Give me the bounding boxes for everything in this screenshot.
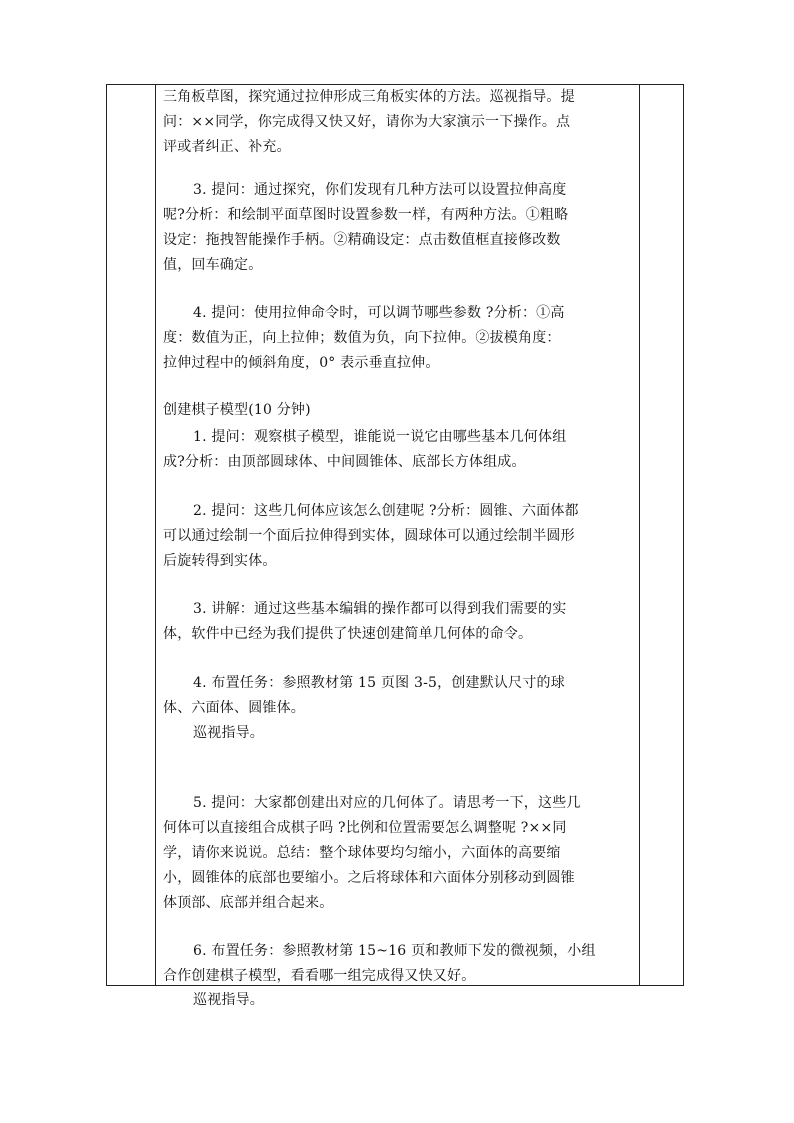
text-line: 巡视指导。 (193, 725, 264, 741)
text-line: 成?分析：由顶部圆球体、中间圆锥体、底部长方体组成。 (163, 454, 526, 470)
text-line: 合作创建棋子模型，看看哪一组完成得又快又好。 (163, 968, 476, 984)
paragraph (163, 671, 635, 721)
text-line: 问：××同学，你完成得又快又好，请你为大家演示一下操作。点 (163, 114, 571, 130)
paragraph (163, 988, 635, 1013)
text-line: 6. 布置任务：参照教材第 15~16 页和教师下发的微视频，小组 (193, 943, 596, 959)
text-line: 5. 提问：大家都创建出对应的几何体了。请思考一下，这些几 (193, 795, 581, 811)
text-line: 何体可以直接组合成棋子吗 ?比例和位置需要怎么调整呢 ?××同 (163, 820, 567, 836)
paragraph (163, 425, 635, 475)
paragraph (163, 398, 635, 423)
text-line: 巡视指导。 (193, 992, 264, 1008)
text-line: 2. 提问：这些几何体应该怎么创建呢 ?分析：圆锥、六面体都 (193, 503, 579, 519)
text-line: 小，圆锥体的底部也要缩小。之后将球体和六面体分别移动到圆锥 (163, 870, 575, 886)
paragraph (163, 721, 635, 746)
text-line: 呢?分析：和绘制平面草图时设置参数一样，有两种方法。①粗略 (163, 207, 569, 223)
text-line: 拉伸过程中的倾斜角度，0° 表示垂直拉伸。 (163, 355, 440, 371)
text-line: 4. 布置任务：参照教材第 15 页图 3-5，创建默认尺寸的球 (193, 675, 565, 691)
column-divider-right (639, 85, 640, 985)
paragraph (163, 939, 635, 989)
text-line: 后旋转得到实体。 (163, 553, 277, 569)
text-line: 体，软件中已经为我们提供了快速创建简单几何体的命令。 (163, 626, 533, 642)
column-divider-left (155, 85, 156, 985)
text-line: 4. 提问：使用拉伸命令时，可以调节哪些参数 ?分析：①高 (193, 305, 565, 321)
text-line: 设定：拖拽智能操作手柄。②精确设定：点击数值框直接修改数 (163, 232, 561, 248)
text-line: 度：数值为正，向上拉伸；数值为负，向下拉伸。②拔模角度： (163, 330, 561, 346)
text-line: 可以通过绘制一个面后拉伸得到实体，圆球体可以通过绘制半圆形 (163, 528, 575, 544)
text-line: 创建棋子模型(10 分钟) (163, 402, 311, 418)
text-line: 学，请你来说说。总结：整个球体要均匀缩小，六面体的高要缩 (163, 845, 561, 861)
text-line: 三角板草图，探究通过拉伸形成三角板实体的方法。巡视指导。提 (163, 89, 575, 105)
paragraph (163, 178, 635, 278)
text-line: 体、六面体、圆锥体。 (163, 700, 305, 716)
paragraph (163, 301, 635, 376)
text-line: 1. 提问：观察棋子模型，谁能说一说它由哪些基本几何体组 (193, 429, 567, 445)
text-line: 3. 讲解：通过这些基本编辑的操作都可以得到我们需要的实 (193, 601, 567, 617)
text-line: 值，回车确定。 (163, 257, 263, 273)
paragraph (163, 85, 635, 160)
paragraph (163, 791, 635, 916)
paragraph (163, 499, 635, 574)
text-line: 体顶部、底部并组合起来。 (163, 895, 334, 911)
text-line: 3. 提问：通过探究，你们发现有几种方法可以设置拉伸高度 (193, 182, 567, 198)
paragraph (163, 597, 635, 647)
lesson-table (106, 84, 684, 1008)
text-line: 评或者纠正、补充。 (163, 139, 291, 155)
